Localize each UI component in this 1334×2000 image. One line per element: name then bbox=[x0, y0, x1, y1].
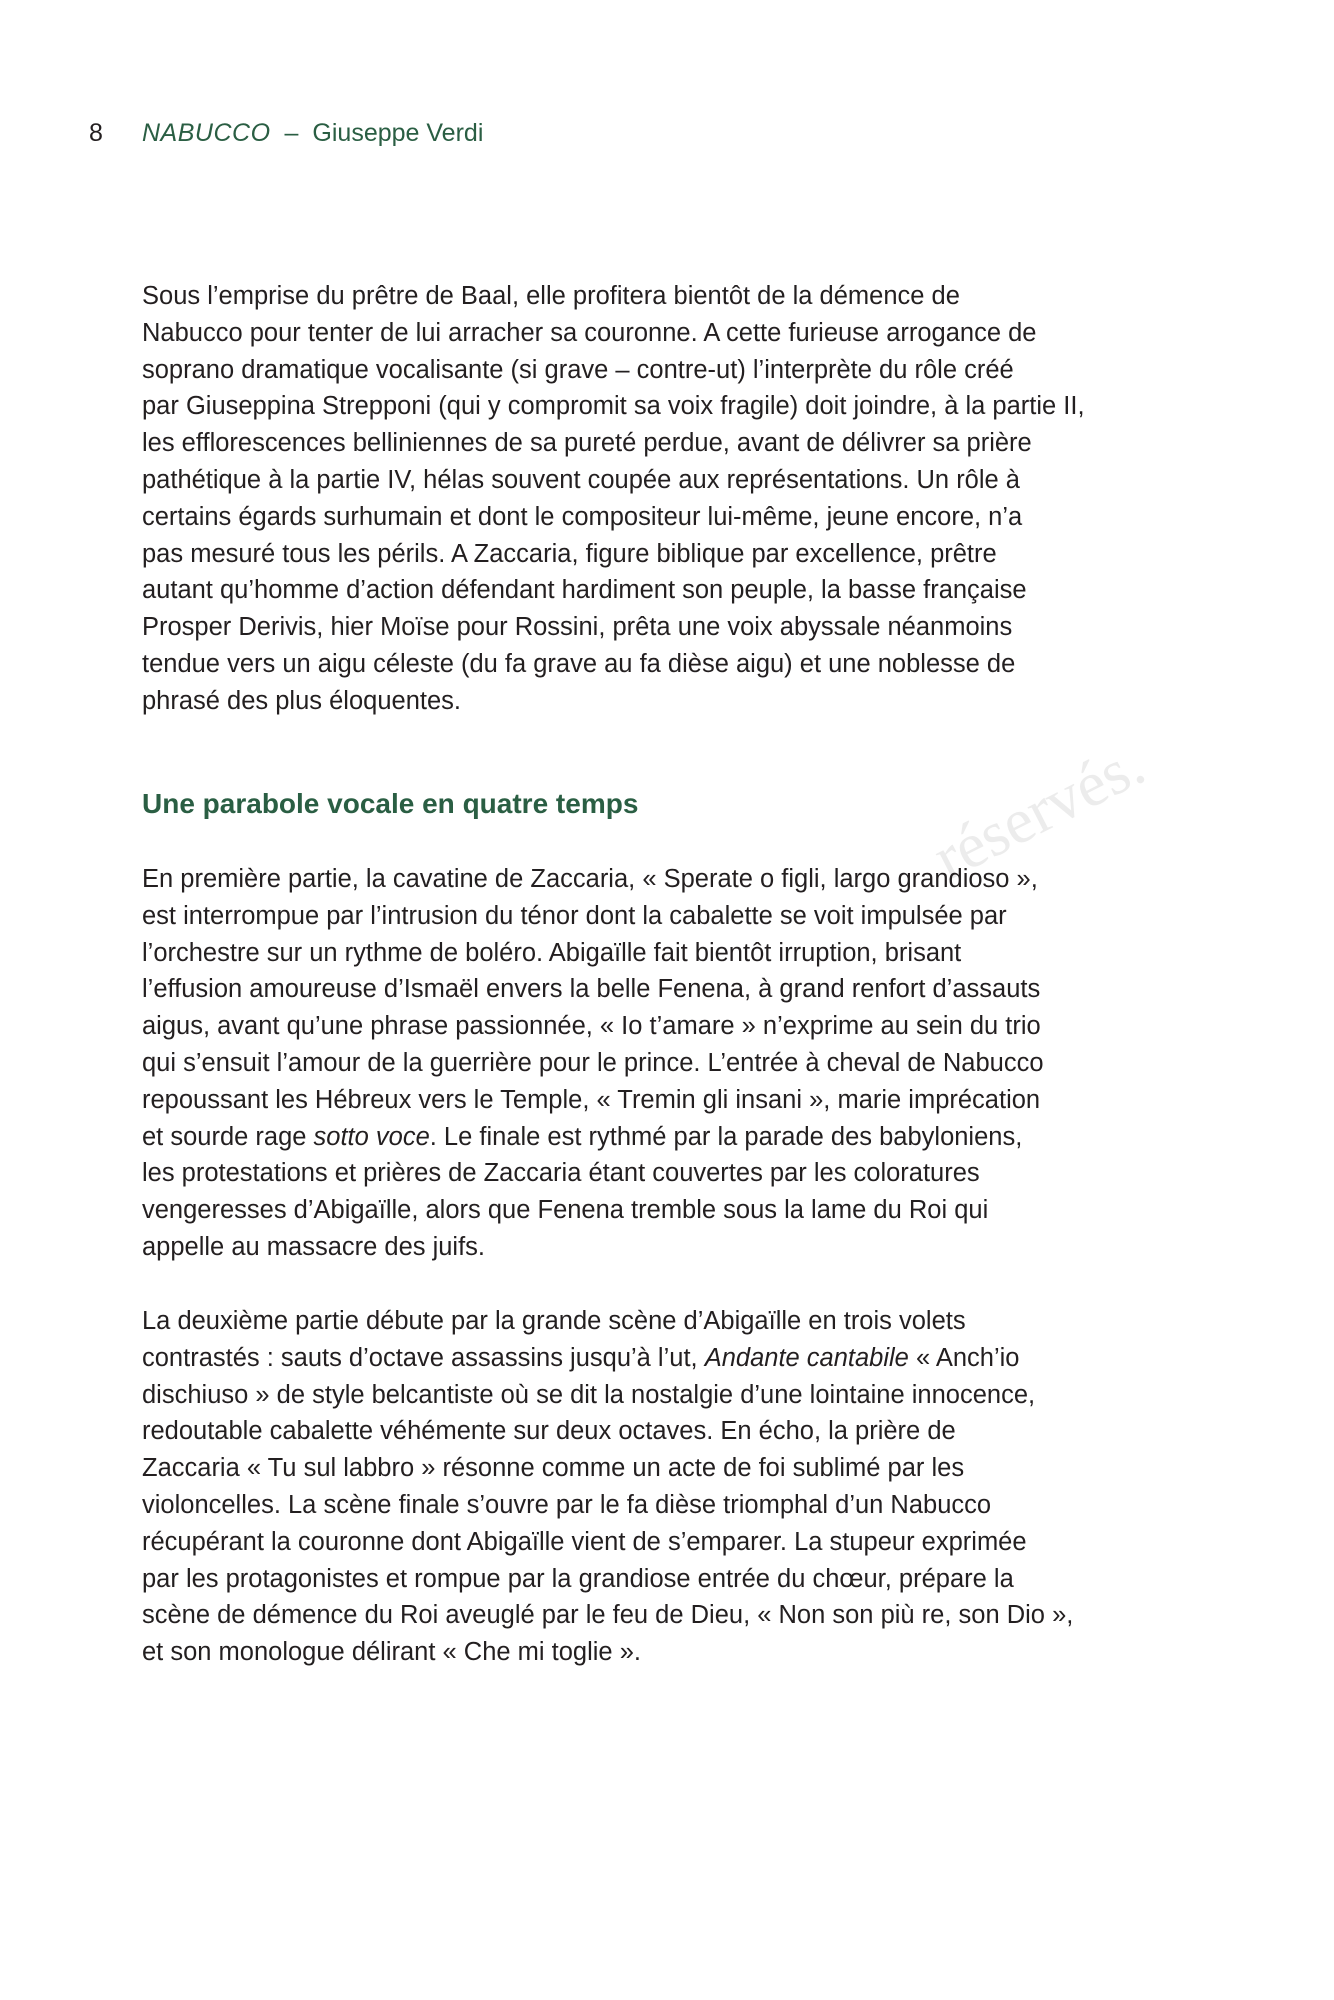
italic-text: sotto voce bbox=[313, 1122, 430, 1151]
text-line: Sous l’emprise du prêtre de Baal, elle profitera bientôt de la démence de bbox=[142, 282, 960, 310]
text-line: récupérant la couronne dont Abigaïlle vient de s’emparer. La stupeur exprimée bbox=[142, 1527, 1027, 1556]
opera-title: NABUCCO bbox=[142, 119, 271, 147]
text-line: Nabucco pour tenter de lui arracher sa couronne. A cette furieuse arrogance de bbox=[142, 318, 1037, 347]
paragraph-3 bbox=[142, 1303, 1262, 1671]
text-segment: et sourde rage bbox=[142, 1122, 314, 1151]
watermark: réservés. bbox=[921, 727, 1156, 894]
text-line: repoussant les Hébreux vers le Temple, « Tremin gli insani », marie imprécation bbox=[142, 1085, 1041, 1114]
text-line: par les protagonistes et rompue par la grandiose entrée du chœur, prépare la bbox=[142, 1564, 1014, 1593]
text-line: tendue vers un aigu céleste (du fa grave au fa dièse aigu) et une noblesse de bbox=[142, 649, 1016, 678]
text-line: soprano dramatique vocalisante (si grave – contre-ut) l’interprète du rôle créé bbox=[142, 355, 1014, 384]
section-heading: Une parabole vocale en quatre temps bbox=[142, 788, 639, 819]
text-line: qui s’ensuit l’amour de la guerrière pour le prince. L’entrée à cheval de Nabucco bbox=[142, 1048, 1044, 1077]
text-line: scène de démence du Roi aveuglé par le feu de Dieu, « Non son più re, son Dio », bbox=[142, 1601, 1074, 1630]
text-line: pathétique à la partie IV, hélas souvent coupée aux représentations. Un rôle à bbox=[142, 465, 1020, 494]
text-line: violoncelles. La scène finale s’ouvre par le fa dièse triomphal d’un Nabucco bbox=[142, 1490, 992, 1519]
italic-text: Andante cantabile bbox=[704, 1343, 909, 1372]
text-line: dischiuso » de style belcantiste où se dit la nostalgie d’une lointaine innocence, bbox=[142, 1380, 1036, 1409]
text-line: l’orchestre sur un rythme de boléro. Abigaïlle fait bientôt irruption, brisant bbox=[142, 938, 962, 967]
text-line: est interrompue par l’intrusion du ténor dont la cabalette se voit impulsée par bbox=[142, 901, 1007, 930]
text-line: vengeresses d’Abigaïlle, alors que Fenena tremble sous la lame du Roi qui bbox=[142, 1196, 989, 1225]
text-line: certains égards surhumain et dont le compositeur lui-même, jeune encore, n’a bbox=[142, 502, 1023, 531]
text-segment: . Le finale est rythmé par la parade des babyloniens, bbox=[429, 1122, 1023, 1151]
page-number: 8 bbox=[89, 119, 103, 147]
running-title bbox=[142, 118, 483, 148]
paragraph-1 bbox=[142, 278, 1262, 720]
header-separator: – bbox=[284, 119, 299, 147]
text-line: pas mesuré tous les périls. A Zaccaria, figure biblique par excellence, prêtre bbox=[142, 539, 997, 568]
text-segment: « Anch’io bbox=[908, 1343, 1020, 1372]
text-line: l’effusion amoureuse d’Ismaël envers la belle Fenena, à grand renfort d’assauts bbox=[142, 975, 1041, 1004]
text-line: les efflorescences belliniennes de sa pureté perdue, avant de délivrer sa prière bbox=[142, 429, 1032, 458]
text-line bbox=[142, 1119, 1262, 1156]
paragraph-2 bbox=[142, 861, 1262, 1266]
text-line: Prosper Derivis, hier Moïse pour Rossini, prêta une voix abyssale néanmoins bbox=[142, 613, 1013, 642]
text-line: aigus, avant qu’une phrase passionnée, « Io t’amare » n’exprime au sein du trio bbox=[142, 1012, 1041, 1041]
text-line: les protestations et prières de Zaccaria étant couvertes par les coloratures bbox=[142, 1159, 980, 1188]
text-line: En première partie, la cavatine de Zaccaria, « Sperate o figli, largo grandioso », bbox=[142, 865, 1038, 893]
text-line: et son monologue délirant « Che mi toglie ». bbox=[142, 1638, 641, 1667]
text-line: Zaccaria « Tu sul labbro » résonne comme un acte de foi sublimé par les bbox=[142, 1454, 965, 1483]
running-header bbox=[0, 118, 1334, 148]
text-line: appelle au massacre des juifs. bbox=[142, 1232, 486, 1261]
text-segment: contrastés : sauts d’octave assassins jusqu’à l’ut, bbox=[142, 1343, 705, 1372]
text-line: autant qu’homme d’action défendant hardiment son peuple, la basse française bbox=[142, 576, 1027, 605]
composer-name: Giuseppe Verdi bbox=[312, 119, 484, 147]
text-line: redoutable cabalette véhémente sur deux octaves. En écho, la prière de bbox=[142, 1417, 956, 1446]
text-line: par Giuseppina Strepponi (qui y compromit sa voix fragile) doit joindre, à la partie II, bbox=[142, 392, 1085, 421]
text-line: phrasé des plus éloquentes. bbox=[142, 686, 461, 715]
text-line bbox=[142, 1340, 1262, 1377]
text-line: La deuxième partie débute par la grande scène d’Abigaïlle en trois volets bbox=[142, 1307, 966, 1335]
